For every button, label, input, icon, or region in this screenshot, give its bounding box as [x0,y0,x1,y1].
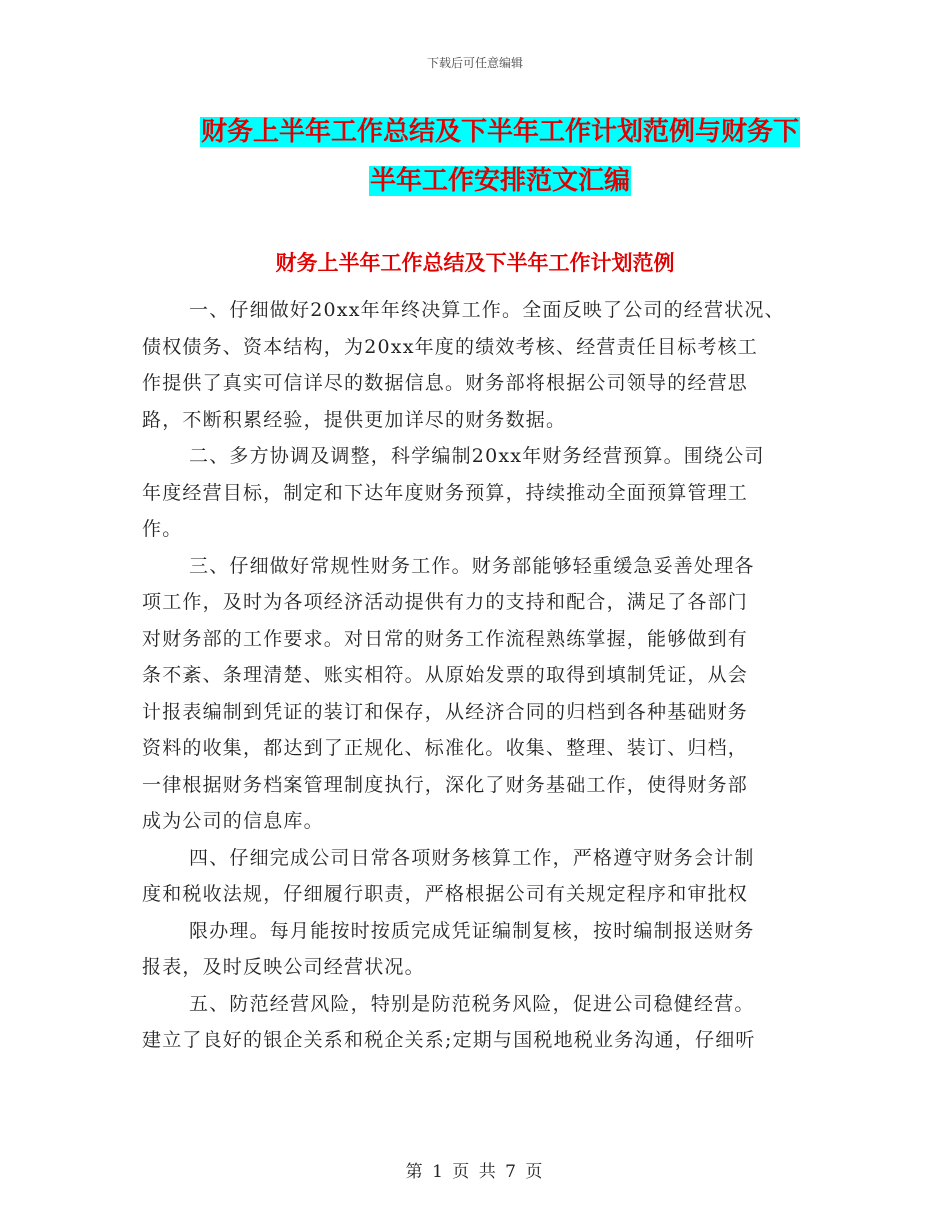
paragraph-line: 成为公司的信息库。 [142,810,324,832]
paragraph-line: 五、防范经营风险，特别是防范税务风险，促进公司稳健经营。 [189,992,755,1015]
paragraph-line: 限办理。每月能按时按质完成凭证编制复核，按时编制报送财务 [189,919,755,942]
paragraph-line: 路，不断积累经验，提供更加详尽的财务数据。 [142,408,567,431]
paragraph-line: 条不紊、条理清楚、账实相符。从原始发票的取得到填制凭证，从会 [142,664,749,686]
paragraph-line: 四、仔细完成公司日常各项财务核算工作，严格遵守财务会计制 [189,846,755,869]
paragraph-line: 报表，及时反映公司经营状况。 [142,956,425,978]
header-note: 下载后可任意编辑 [426,56,523,70]
title-line-1: 财务上半年工作总结及下半年工作计划范例与财务下 [200,117,799,147]
paragraph-line: 三、仔细做好常规性财务工作。财务部能够轻重缓急妥善处理各 [189,554,755,577]
title-line-2: 半年工作安排范文汇编 [369,166,630,196]
paragraph-line: 作提供了真实可信详尽的数据信息。财务部将根据公司领导的经营思 [142,372,749,394]
paragraph-line: 债权债务、资本结构，为20xx年度的绩效考核、经营责任目标考核工 [142,335,759,358]
paragraph-line: 年度经营目标，制定和下达年度财务预算，持续推动全面预算管理工 [142,481,749,504]
document-title [100,108,900,206]
paragraph-line: 计报表编制到凭证的装订和保存，从经济合同的归档到各种基础财务 [142,700,749,723]
body-text [142,292,832,1059]
paragraph-line: 一、仔细做好20xx年年终决算工作。全面反映了公司的经营状况、 [189,299,785,321]
paragraph-line: 建立了良好的银企关系和税企关系;定期与国税地税业务沟通，仔细听 [142,1029,756,1051]
section-title: 财务上半年工作总结及下半年工作计划范例 [275,251,675,275]
paragraph-line: 度和税收法规，仔细履行职责，严格根据公司有关规定程序和审批权 [142,883,749,905]
paragraph-line: 二、多方协调及调整，科学编制20xx年财务经营预算。围绕公司 [189,445,765,467]
paragraph-line: 一律根据财务档案管理制度执行，深化了财务基础工作，使得财务部 [142,773,749,796]
paragraph-line: 资料的收集，都达到了正规化、标准化。收集、整理、装订、归档， [142,737,749,759]
paragraph-line: 作。 [142,518,183,540]
paragraph-line: 项工作，及时为各项经济活动提供有力的支持和配合，满足了各部门 [142,591,749,613]
page-number-footer: 第 1 页 共 7 页 [405,1162,545,1182]
paragraph-line: 对财务部的工作要求。对日常的财务工作流程熟练掌握，能够做到有 [142,627,749,650]
